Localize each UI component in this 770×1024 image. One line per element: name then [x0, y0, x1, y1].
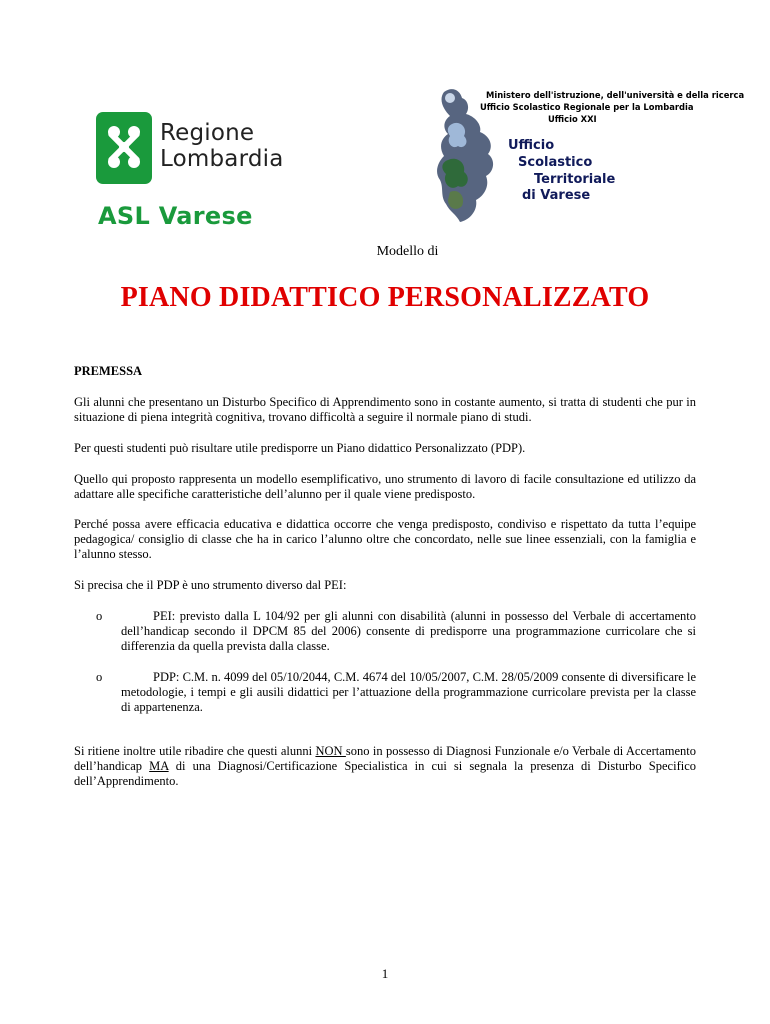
underlined-ma: MA [149, 759, 169, 773]
ministry-line-1: Ministero dell'istruzione, dell'università e della ricerca [486, 90, 745, 100]
ufficio-scolastico-logo [430, 84, 745, 234]
ust-line-3: Territoriale [534, 172, 616, 187]
asl-varese-wordmark: ASL Varese [98, 202, 253, 230]
regione-lombardia-wordmark: Regione Lombardia [160, 120, 284, 172]
section-heading: PREMESSA [74, 364, 143, 378]
underlined-non: NON [315, 744, 346, 758]
paragraph-2: Per questi studenti può risultare utile predisporre un Piano didattico Personalizzato (PDP). [74, 441, 526, 455]
list-item-pei: PEI: previsto dalla L 104/92 per gli alunni con disabilità (alunni in possesso del Verbale di accertamento dell’handicap secondo il DPCM 85 del 2006) consente di predisporre una programmazione curricolare che si differenzia da quella prevista dalla classe. [121, 609, 696, 653]
ust-line-2: Scolastico [518, 155, 593, 170]
paragraph-5: Si precisa che il PDP è uno strumento diverso dal PEI: [74, 578, 347, 592]
list-bullet-icon: o [96, 670, 103, 684]
paragraph-4: Perché possa avere efficacia educativa e didattica occorre che venga predisposto, condiviso e rispettato da tutta l’equipe pedagogica/ consiglio di classe che ha in carico l’alunno oltre che concordato, nelle sue linee essenziali, con la famiglia e l’alunno stesso. [74, 517, 696, 561]
paragraph-3: Quello qui proposto rappresenta un modello esemplificativo, uno strumento di lavoro di facile consultazione ed utilizzo da adattare alle specifiche caratteristiche dell’alunno per il quale viene predisposto. [74, 472, 696, 501]
ministry-line-2: Ufficio Scolastico Regionale per la Lombardia [480, 102, 694, 112]
document-subtitle: Modello di [376, 244, 439, 259]
lombardia-emblem-icon [96, 112, 152, 184]
paragraph-6: Si ritiene inoltre utile ribadire che questi alunni NON sono in possesso di Diagnosi Funzionale e/o Verbale di Accertamento dell’handicap MA di una Diagnosi/Certificazione Specialistica in cui si segnala la presenza di Disturbo Specifico dell’Apprendimento. [74, 744, 697, 788]
ministry-line-3: Ufficio XXI [548, 114, 597, 124]
ust-line-4: di Varese [522, 188, 591, 203]
page-number: 1 [381, 966, 389, 981]
list-bullet-icon: o [96, 609, 103, 623]
paragraph-1: Gli alunni che presentano un Disturbo Specifico di Apprendimento sono in costante aumento, si tratta di studenti che pur in situazione di piena integrità cognitiva, trovano difficoltà a seguire il normale piano di studi. [74, 395, 696, 424]
document-title: PIANO DIDATTICO PERSONALIZZATO [120, 282, 650, 313]
regione-lombardia-logo [96, 110, 296, 240]
list-item-pdp: PDP: C.M. n. 4099 del 05/10/2044, C.M. 4674 del 10/05/2007, C.M. 28/05/2009 consente di diversificare le metodologie, i tempi e gli ausili didattici per l’attuazione della programmazione curricolare prevista per la classe di appartenenza. [121, 670, 696, 714]
ust-line-1: Ufficio [508, 138, 555, 153]
